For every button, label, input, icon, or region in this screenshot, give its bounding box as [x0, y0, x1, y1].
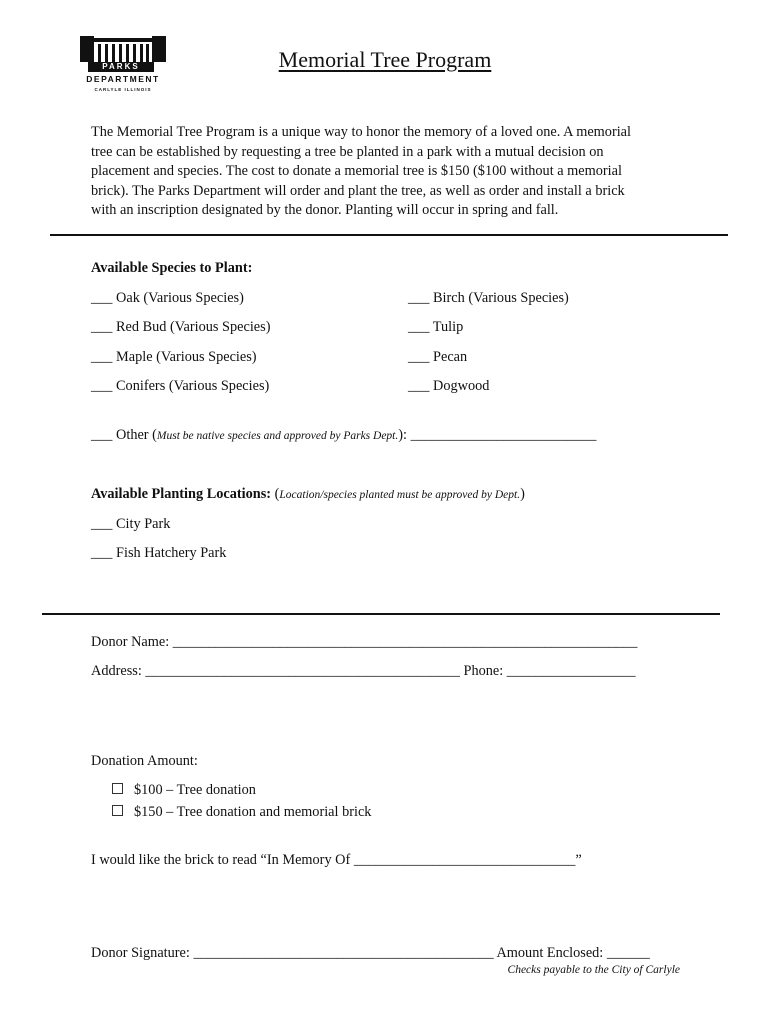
intro-line: The Memorial Tree Program is a unique way to honor the memory of a loved one. A memorial — [91, 124, 631, 140]
donor-name-field[interactable]: Donor Name: _________________________________________________________________ — [91, 634, 638, 650]
species-option-tulip[interactable]: ___ Tulip — [408, 319, 464, 335]
locations-note-open: ( — [271, 486, 280, 502]
intro-line: placement and species. The cost to donate a memorial tree is $150 ($100 without a memorial — [91, 163, 622, 179]
parks-department-logo — [78, 36, 168, 98]
intro-line: brick). The Parks Department will order and plant the tree, as well as order and install a brick — [91, 182, 625, 199]
other-note: Must be native species and approved by Parks Dept. — [156, 430, 399, 442]
locations-heading-row — [91, 486, 525, 503]
brick-inscription-field[interactable]: I would like the brick to read “In Memory Of _______________________________” — [91, 852, 582, 868]
donation-option-100[interactable] — [112, 782, 256, 799]
donation-option-label: $150 – Tree donation and memorial brick — [134, 804, 372, 820]
logo-city-text: CARLYLE ILLINOIS — [94, 87, 152, 92]
checkbox-icon[interactable] — [112, 783, 123, 794]
species-option-pecan[interactable]: ___ Pecan — [408, 349, 468, 365]
address-phone-field[interactable]: Address: ____________________________________________ Phone: __________________ — [91, 663, 636, 679]
species-option-maple[interactable]: ___ Maple (Various Species) — [91, 349, 257, 365]
locations-heading: Available Planting Locations: — [91, 486, 272, 502]
species-option-redbud[interactable]: ___ Red Bud (Various Species) — [91, 319, 271, 335]
location-option-city-park[interactable]: ___ City Park — [91, 516, 171, 532]
checks-payable-note: Checks payable to the City of Carlyle — [507, 964, 680, 976]
species-option-other[interactable] — [91, 427, 596, 444]
intro-line: with an inscription designated by the donor. Planting will occur in spring and fall. — [91, 202, 559, 218]
intro-line: tree can be established by requesting a tree be planted in a park with a mutual decision on — [91, 143, 604, 160]
signature-amount-field[interactable]: Donor Signature: __________________________________________ Amount Enclosed: ______ — [91, 945, 650, 961]
page-title: Memorial Tree Program — [278, 47, 492, 72]
other-suffix: ): __________________________ — [398, 427, 597, 443]
locations-note-close: ) — [520, 486, 525, 502]
section-divider — [50, 234, 728, 236]
location-option-fish-hatchery[interactable]: ___ Fish Hatchery Park — [91, 545, 227, 561]
donation-option-label: $100 – Tree donation — [134, 782, 256, 798]
species-heading: Available Species to Plant: — [91, 260, 253, 276]
species-option-conifers[interactable]: ___ Conifers (Various Species) — [91, 378, 270, 394]
checkbox-icon[interactable] — [112, 805, 123, 816]
species-option-oak[interactable]: ___ Oak (Various Species) — [91, 290, 244, 306]
species-option-birch[interactable]: ___ Birch (Various Species) — [408, 290, 569, 306]
species-option-dogwood[interactable]: ___ Dogwood — [408, 378, 490, 394]
section-divider — [42, 613, 720, 615]
logo-department-text: DEPARTMENT — [86, 74, 160, 84]
other-prefix: ___ Other ( — [91, 427, 157, 443]
donation-option-150[interactable] — [112, 804, 371, 821]
intro-paragraph — [91, 123, 681, 221]
locations-note: Location/species planted must be approved by Dept. — [279, 489, 521, 501]
donation-amount-label: Donation Amount: — [91, 753, 198, 769]
logo-parks-text: PARKS — [88, 62, 154, 72]
